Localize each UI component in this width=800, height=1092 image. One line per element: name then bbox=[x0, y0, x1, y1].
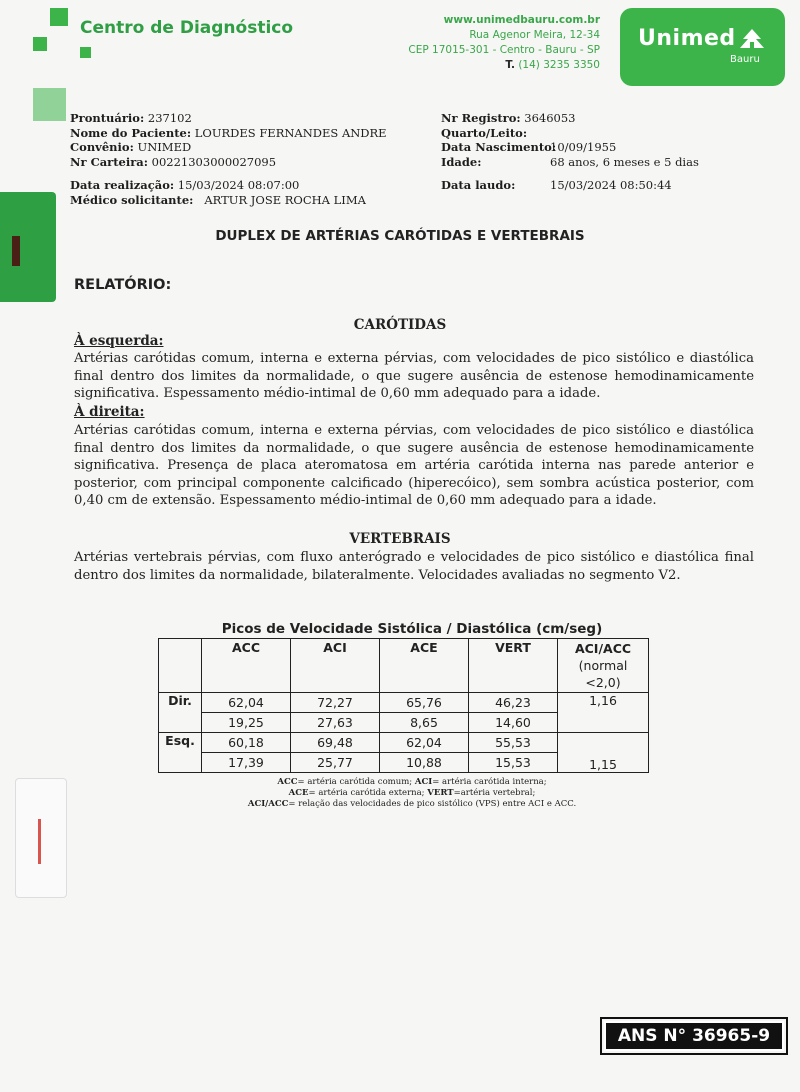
esq-label: Esq. bbox=[159, 733, 202, 773]
patient-info-right bbox=[441, 111, 576, 140]
table-title: Picos de Velocidade Sistólica / Diastólica (cm/seg) bbox=[221, 621, 603, 637]
address-line2: CEP 17015-301 - Centro - Bauru - SP bbox=[408, 44, 600, 56]
unimed-tree-icon bbox=[737, 28, 767, 50]
unimed-logo bbox=[620, 8, 785, 86]
registro-row: Nr Registro: 3646053 bbox=[441, 111, 576, 125]
laudo-value: 15/03/2024 08:50:44 bbox=[550, 178, 672, 192]
esq-ratio: 1,15 bbox=[558, 733, 649, 773]
brand-name: Centro de Diagnóstico bbox=[80, 18, 294, 38]
logo-square bbox=[33, 88, 66, 121]
logo-square bbox=[80, 47, 91, 58]
website-link[interactable]: www.unimedbauru.com.br bbox=[443, 14, 600, 26]
corner-cell bbox=[159, 639, 202, 693]
cell: 19,25 bbox=[202, 713, 291, 733]
logo-sub: Bauru bbox=[730, 54, 760, 65]
cell: 55,53 bbox=[469, 733, 558, 753]
cell: 72,27 bbox=[291, 693, 380, 713]
table-legend bbox=[158, 777, 666, 810]
cell: 17,39 bbox=[202, 753, 291, 773]
col-aci: ACI bbox=[291, 639, 380, 693]
legend-line3: ACI/ACC= relação das velocidades de pico sistólico (VPS) entre ACI e ACC. bbox=[247, 799, 577, 809]
patient-info-left bbox=[70, 111, 387, 169]
nascimento-value: 10/09/1955 bbox=[550, 140, 617, 154]
col-acc: ACC bbox=[202, 639, 291, 693]
logo-square bbox=[50, 8, 68, 26]
idade-label: Idade: bbox=[441, 155, 482, 169]
table-header-row bbox=[159, 639, 649, 693]
carotidas-heading: CARÓTIDAS bbox=[353, 317, 447, 333]
cell: 8,65 bbox=[380, 713, 469, 733]
cell: 15,53 bbox=[469, 753, 558, 773]
prontuario-row: Prontuário: 237102 bbox=[70, 111, 192, 125]
cell: 46,23 bbox=[469, 693, 558, 713]
folder-tab bbox=[0, 192, 56, 302]
esquerda-heading: À esquerda: bbox=[74, 333, 164, 349]
patient-info-left-2 bbox=[70, 178, 366, 207]
nome-row: Nome do Paciente: LOURDES FERNANDES ANDRE bbox=[70, 125, 387, 140]
cell: 10,88 bbox=[380, 753, 469, 773]
quarto-row: Quarto/Leito: bbox=[441, 125, 528, 140]
relatorio-heading: RELATÓRIO: bbox=[74, 277, 172, 293]
medico-row: Médico solicitante: ARTUR JOSE ROCHA LIMA bbox=[70, 192, 366, 207]
vertebrais-heading: VERTEBRAIS bbox=[349, 531, 451, 547]
address-line1: Rua Agenor Meira, 12-34 bbox=[469, 29, 600, 41]
convenio-row: Convênio: UNIMED bbox=[70, 140, 192, 154]
table-row bbox=[159, 733, 649, 753]
velocity-table bbox=[158, 638, 649, 773]
nascimento-label: Data Nascimento: bbox=[441, 140, 557, 154]
cell: 60,18 bbox=[202, 733, 291, 753]
cell: 27,63 bbox=[291, 713, 380, 733]
direita-heading: À direita: bbox=[74, 404, 145, 420]
cell: 14,60 bbox=[469, 713, 558, 733]
legend-line1: ACC= artéria carótida comum; ACI= artéria carótida interna; bbox=[277, 777, 547, 787]
cell: 62,04 bbox=[380, 733, 469, 753]
esquerda-text: Artérias carótidas comum, interna e externa pérvias, com velocidades de pico sistólico e diastólica final dentro dos limites da normalidade, o que sugere ausência de estenose hemodinamicamente significativa. Espessamento médio-intimal de 0,60 mm adequado para a idade. bbox=[74, 351, 754, 402]
cell: 65,76 bbox=[380, 693, 469, 713]
cell: 62,04 bbox=[202, 693, 291, 713]
vertebrais-text: Artérias vertebrais pérvias, com fluxo anterógrado e velocidades de pico sistólico e diastólica final dentro dos limites da normalidade, bilateralmente. Velocidades avaliadas no segmento V2. bbox=[74, 550, 754, 583]
logo-name: Unimed bbox=[638, 26, 736, 51]
col-vert: VERT bbox=[469, 639, 558, 693]
idade-value: 68 anos, 6 meses e 5 dias bbox=[550, 155, 699, 169]
cell: 69,48 bbox=[291, 733, 380, 753]
table-row bbox=[159, 693, 649, 713]
dir-ratio: 1,16 bbox=[558, 693, 649, 733]
col-ace: ACE bbox=[380, 639, 469, 693]
dir-label: Dir. bbox=[159, 693, 202, 733]
logo-square bbox=[33, 37, 47, 51]
phone-line: T. (14) 3235 3350 bbox=[505, 59, 600, 71]
direita-text: Artérias carótidas comum, interna e externa pérvias, com velocidades de pico sistólico e diastólica final dentro dos limites da normalidade, o que sugere ausência de estenose hemodinamicamente significativa. Presença de placa ateromatosa em artéria carótida interna nas parede anterior e posterior, com principal componente calcificado (hiperecóico), sem sombra acústica posterior, com 0,40 cm de extensão. Espessamento médio-intimal de 0,60 mm adequado para a idade. bbox=[74, 423, 754, 509]
laudo-label: Data laudo: bbox=[441, 178, 516, 192]
header-address bbox=[408, 13, 600, 73]
ans-badge: ANS N° 36965-9 bbox=[604, 1021, 784, 1051]
col-ratio: ACI/ACC (normal <2,0) bbox=[558, 639, 649, 693]
realizacao-row: Data realização: 15/03/2024 08:07:00 bbox=[70, 178, 300, 192]
legend-line2: ACE= artéria carótida externa; VERT=artéria vertebral; bbox=[288, 788, 536, 798]
report-title: DUPLEX DE ARTÉRIAS CARÓTIDAS E VERTEBRAIS bbox=[215, 228, 585, 244]
sticky-note bbox=[15, 778, 67, 898]
cell: 25,77 bbox=[291, 753, 380, 773]
carteira-row: Nr Carteira: 00221303000027095 bbox=[70, 154, 277, 169]
